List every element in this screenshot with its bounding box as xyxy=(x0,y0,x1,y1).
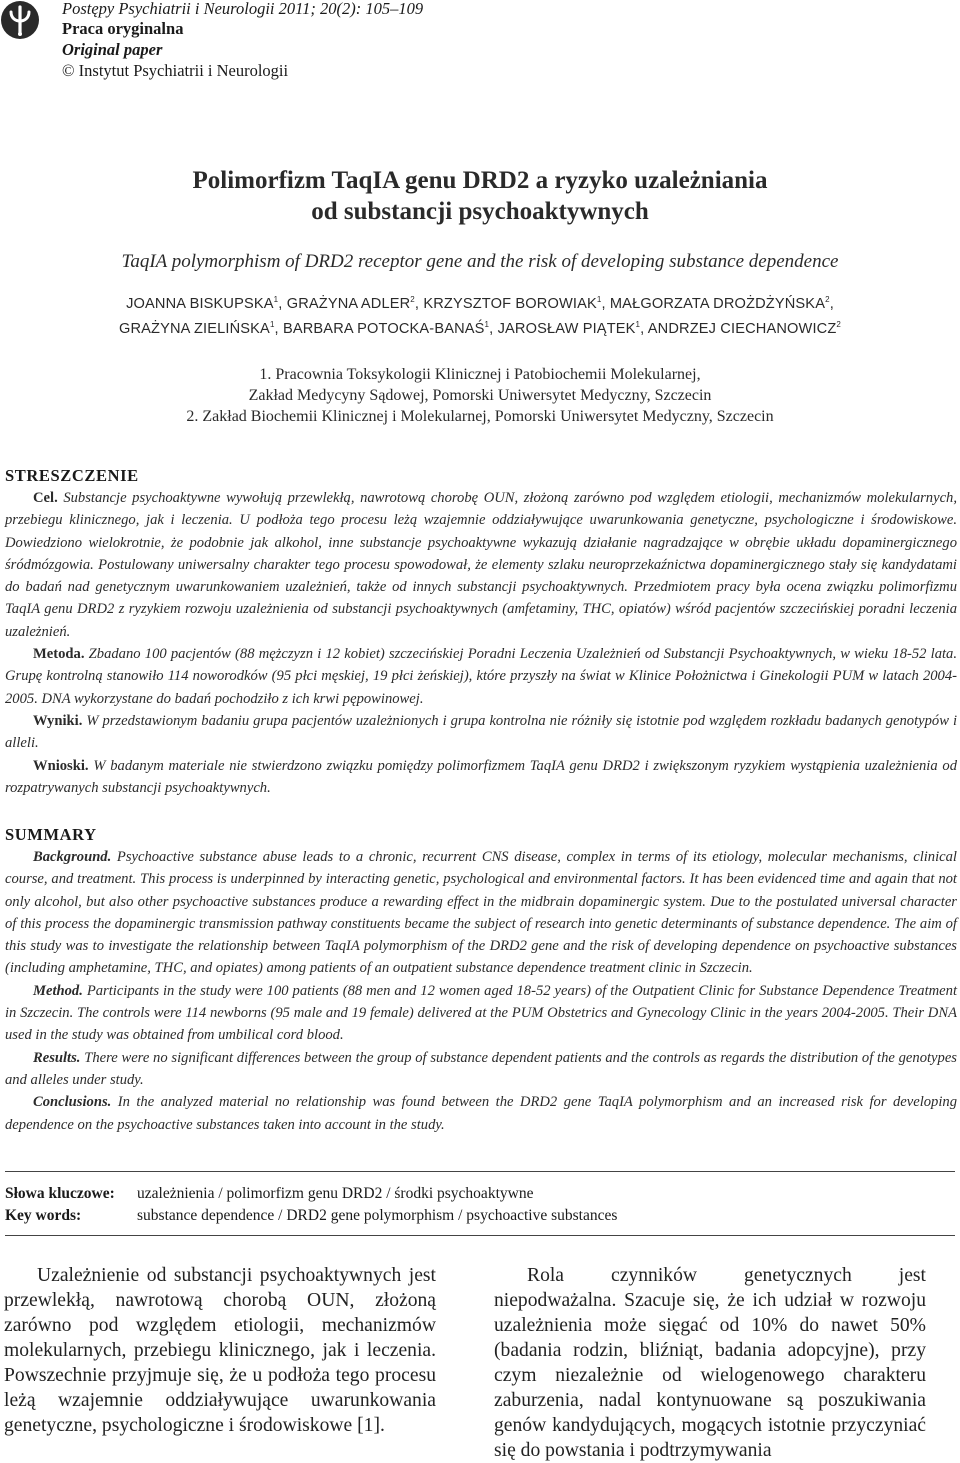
journal-citation: Postępy Psychiatrii i Neurologii 2011; 20(2): 105–109 xyxy=(62,0,424,18)
streszczenie-heading: STRESZCZENIE xyxy=(5,466,139,485)
author: JOANNA BISKUPSKA xyxy=(126,296,274,312)
abstract-paragraph: Wnioski. W badanym materiale nie stwierdzono związku pomiędzy polimorfizmem TaqIA genu DRD2 i zwiększonym ryzykiem wystąpienia uzależnienia od rozpatrywanych substancji psychoaktywnych. xyxy=(5,757,957,796)
affiliation-2: 2. Zakład Biochemii Klinicznej i Molekularnej, Pomorski Uniwersytet Medyczny, Szczecin xyxy=(186,408,774,425)
title-line-1: Polimorfizm TaqIA genu DRD2 a ryzyko uzależniania xyxy=(192,167,768,194)
summary-paragraph: Background. Psychoactive substance abuse leads to a chronic, recurrent CNS disease, complex in terms of its etiology, molecular mechanisms, clinical course, and treatment. This process is underpinned by interacting genetic, psychological and environmental factors. It has been evidenced time and again that not only alcohol, but also other psychoactive substances produce a rewarding effect in the midbrain dopaminergic system. Due to the postulated universal character of this process the dopaminergic transmission pathway constituents became the subject of research into genetic determinants of substance dependence. The aim of this study was to investigate the relationship between TaqIA polymorphism of the DRD2 gene and the risk of developing dependence on psychoactive substances (including amphetamine, THC, and opiates) among patients of an outpatient substance dependence treatment clinic in Szczecin. xyxy=(5,849,957,977)
body-column-right: Rola czynników genetycznych jest niepodważalna. Szacuje się, że ich udział w rozwoju uzależnienia może sięgać od 10% do nawet 50% (badania rodzin, bliźniąt, badania adopcyjne), przy czym niezależnie od wielogenowego charakteru zaburzenia, nadal kontynuowane są poszukiwania genów kandydujących, mogących istotnie przyczyniać się do powstania i podtrzymywania xyxy=(494,1265,926,1461)
author: KRZYSZTOF BOROWIAK xyxy=(423,296,597,312)
affiliation-1-line-2: Zakład Medycyny Sądowej, Pomorski Uniwersytet Medyczny, Szczecin xyxy=(248,387,712,404)
abstract-paragraph: Cel. Substancje psychoaktywne wywołują przewlekłą, nawrotową chorobę OUN, złożoną zarówno pod względem etiologii, mechanizmów molekularnych, przebiegu klinicznego, jak i leczenia. U podłoża tego procesu leżą wzajemnie oddziaływujące uwarunkowania genetyczne, psychologiczne i środowiskowe. Dowiedziono wielokrotnie, że podobnie jak alkohol, inne substancje psychoaktywne wykazują działanie nagradzające w obrębie układu dopaminergicznego śródmózgowia. Postulowany uniwersalny charakter tego procesu spowodował, że elementy szlaku neuroprzekaźnictwa dopaminergicznego stały się kandydatami do badań nad genetycznym uwarunkowaniem uzależnień, także od innych substancji psychoaktywnych. Przedmiotem pracy była ocena związku polimorfizmu TaqIA genu DRD2 z ryzykiem rozwoju uzależnienia od substancji psychoaktywnych (amfetaminy, THC, opiatów) wśród pacjentów szczecińskiej poradni leczenia uzależnień. xyxy=(5,490,957,640)
streszczenie-body xyxy=(5,487,957,799)
abstract-paragraph: Metoda. Zbadano 100 pacjentów (88 mężczyzn i 12 kobiet) szczecińskiej Poradni Leczenia Uzależnień od Substancji Psychoaktywnych, w wieku 18-52 lata. Grupę kontrolną stanowiło 114 noworodków (95 płci męskiej, 19 płci żeńskiej), które przyszły na świat w Klinice Położnictwa i Ginekologii PUM w latach 2004-2005. DNA wykorzystane do badań pochodziło z ich krwi pępowinowej. xyxy=(5,646,957,707)
summary-paragraph: Method. Participants in the study were 100 patients (88 men and 12 women aged 18-52 years) of the Outpatient Clinic for Substance Dependence Treatment in Szczecin. The controls were 114 newborns (95 male and 19 female) delivered at the PUM Obstetrics and Gynecology Clinic in the years 2004-2005. Their DNA used in the study was obtained from umbilical cord blood. xyxy=(5,982,957,1044)
divider xyxy=(5,1235,955,1236)
paper-type-pl: Praca oryginalna xyxy=(62,19,184,38)
title-line-2: od substancji psychoaktywnych xyxy=(311,198,649,225)
divider xyxy=(5,1171,955,1172)
copyright-line: © Instytut Psychiatrii i Neurologii xyxy=(62,61,289,80)
summary-paragraph: Results. There were no significant differences between the group of substance dependent patients and the controls as regards the distribution of the genotypes and alleles under study. xyxy=(5,1049,957,1088)
author: JAROSŁAW PIĄTEK xyxy=(497,321,636,337)
authors-line-2: GRAŻYNA ZIELIŃSKA$^1$, BARBARA POTOCKA-BANAŚ$^1$, JAROSŁAW PIĄTEK$^1$, ANDRZEJ CIECHANOWICZ$^2$ xyxy=(118,320,842,337)
author: ANDRZEJ CIECHANOWICZ xyxy=(647,321,837,337)
keywords-pl: Słowa kluczowe: uzależnienia / polimorfizm genu DRD2 / środki psychoaktywne xyxy=(5,1185,534,1202)
abstract-paragraph: Wyniki. W przedstawionym badaniu grupa pacjentów uzależnionych i grupa kontrolna nie różniły się istotnie pod względem rozkładu badanych genotypów i alleli. xyxy=(5,712,957,752)
authors-line-1: JOANNA BISKUPSKA$^1$, GRAŻYNA ADLER$^2$, KRZYSZTOF BOROWIAK$^1$, MAŁGORZATA DROŻDŻYŃSKA$^2$, xyxy=(126,295,834,312)
body-column-left: Uzależnienie od substancji psychoaktywnych jest przewlekłą, nawrotową chorobą OUN, złożoną zarówno pod względem etiologii, mechanizmów molekularnych, przebiegu klinicznego, jak i leczenia. Powszechnie przyjmuje się, że u podłoża tego procesu leżą wzajemnie oddziaływujące uwarunkowania genetyczne, psychologiczne i środowiskowe [1]. xyxy=(4,1265,436,1436)
paper-type-en: Original paper xyxy=(62,40,163,59)
keywords-en: Key words: substance dependence / DRD2 gene polymorphism / psychoactive substances xyxy=(5,1207,618,1224)
author: GRAŻYNA ZIELIŃSKA xyxy=(118,321,270,337)
author: MAŁGORZATA DROŻDŻYŃSKA xyxy=(609,296,826,312)
author: BARBARA POTOCKA-BANAŚ xyxy=(282,321,485,337)
summary-heading: SUMMARY xyxy=(5,825,97,844)
author: GRAŻYNA ADLER xyxy=(286,296,411,312)
summary-body xyxy=(5,846,957,1136)
affiliation-1-line-1: 1. Pracownia Toksykologii Klinicznej i Patobiochemii Molekularnej, xyxy=(259,366,701,383)
ipin-logo-icon xyxy=(0,0,40,40)
summary-paragraph: Conclusions. In the analyzed material no relationship was found between the DRD2 gene TaqIA polymorphism and an increased risk for developing dependence on the psychoactive substances taken into account in the study. xyxy=(5,1094,957,1133)
english-title: TaqIA polymorphism of DRD2 receptor gene and the risk of developing substance dependence xyxy=(121,251,839,272)
